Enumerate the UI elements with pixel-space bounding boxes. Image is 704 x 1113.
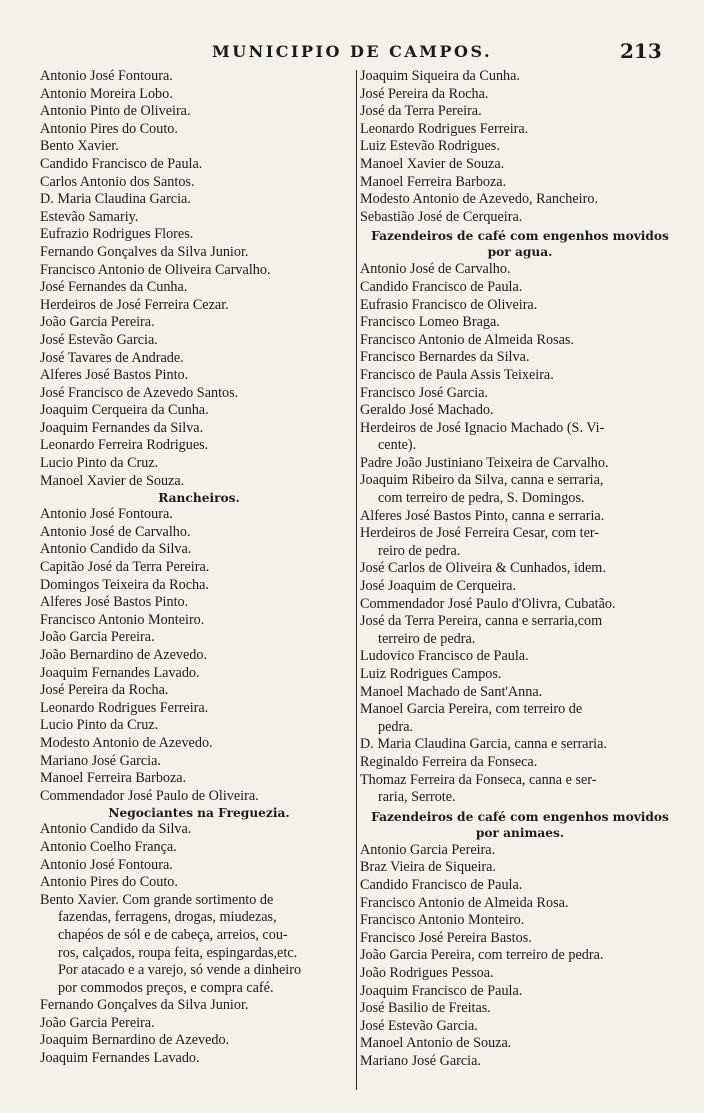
- section-heading: Rancheiros.: [158, 491, 240, 506]
- list-item: Joaquim Bernardino de Azevedo.: [40, 1032, 230, 1049]
- list-item: Joaquim Fernandes Lavado.: [40, 1050, 200, 1067]
- list-item: Luiz Estevão Rodrigues.: [360, 138, 500, 155]
- entry-continuation: Por atacado e a varejo, só vende a dinheiro: [58, 962, 302, 979]
- list-item: Joaquim Fernandes Lavado.: [40, 664, 200, 681]
- list-item: Antonio José de Carvalho.: [360, 261, 511, 278]
- section-heading: Negociantes na Freguezia.: [108, 806, 290, 821]
- page-header: [0, 39, 704, 66]
- list-item: Francisco José Pereira Bastos.: [360, 929, 532, 946]
- list-item: Mariano José Garcia.: [40, 752, 161, 769]
- list-item: Reginaldo Ferreira da Fonseca.: [360, 753, 538, 770]
- list-item: Candido Francisco de Paula.: [40, 155, 203, 172]
- entry-continuation: com terreiro de pedra, S. Domingos.: [378, 490, 585, 507]
- list-item: Modesto Antonio de Azevedo, Rancheiro.: [360, 191, 598, 208]
- list-item: Bento Xavier.: [40, 138, 119, 155]
- list-item: Padre João Justiniano Teixeira de Carvalho.: [360, 454, 609, 471]
- list-item: Lucio Pinto da Cruz.: [40, 455, 159, 472]
- list-item: Manoel Xavier de Souza.: [360, 155, 505, 172]
- list-item: Commendador José Paulo de Oliveira.: [40, 787, 259, 804]
- list-item: Antonio Coelho França.: [40, 838, 177, 855]
- left-column: [40, 68, 358, 1068]
- list-item: Francisco José Garcia.: [360, 384, 489, 401]
- list-item: Antonio José Fontoura.: [40, 506, 173, 523]
- list-item: José Pereira da Rocha.: [360, 85, 489, 102]
- list-item: Fernando Gonçalves da Silva Junior.: [40, 243, 249, 260]
- list-item: Commendador José Paulo d'Olivra, Cubatão.: [360, 595, 616, 612]
- list-item: José Fernandes da Cunha.: [40, 279, 188, 296]
- list-item: Alferes José Bastos Pinto.: [40, 594, 189, 611]
- list-item: Francisco Antonio de Almeida Rosa.: [360, 894, 569, 911]
- list-item: Alferes José Bastos Pinto, canna e serraria.: [360, 507, 605, 524]
- page-number: 213: [620, 39, 662, 63]
- list-item: Braz Vieira de Siqueira.: [360, 859, 496, 876]
- list-item: Antonio Pinto de Oliveira.: [40, 103, 191, 120]
- entry-continuation: cente).: [378, 437, 417, 454]
- list-item: Francisco Antonio de Oliveira Carvalho.: [40, 261, 271, 278]
- list-item: José da Terra Pereira.: [360, 103, 482, 120]
- entry-continuation: reiro de pedra.: [378, 542, 461, 559]
- list-item: Francisco Lomeo Braga.: [360, 314, 500, 331]
- list-item: Leonardo Ferreira Rodrigues.: [40, 437, 209, 454]
- list-item: Joaquim Cerqueira da Cunha.: [40, 402, 209, 419]
- list-item: João Garcia Pereira.: [40, 314, 155, 331]
- list-item: Joaquim Francisco de Paula.: [360, 982, 523, 999]
- list-item: Antonio Garcia Pereira.: [360, 841, 496, 858]
- list-item: Modesto Antonio de Azevedo.: [40, 734, 213, 751]
- list-item: Geraldo José Machado.: [360, 402, 494, 419]
- list-item: Manoel Ferreira Barboza.: [360, 173, 507, 190]
- list-item: D. Maria Claudina Garcia, canna e serraria.: [360, 736, 607, 753]
- list-item: João Rodrigues Pessoa.: [360, 964, 494, 981]
- list-item: Herdeiros de José Ferreira Cesar, com ter-: [360, 525, 600, 542]
- list-item: Francisco Antonio de Almeida Rosas.: [360, 331, 574, 348]
- list-item: Manoel Machado de Sant'Anna.: [360, 683, 543, 700]
- list-item: Antonio Moreira Lobo.: [40, 85, 173, 102]
- list-item: Manoel Antonio de Souza.: [360, 1035, 512, 1052]
- list-item: Domingos Teixeira da Rocha.: [40, 576, 209, 593]
- list-item: João Garcia Pereira, com terreiro de pedra.: [360, 947, 604, 964]
- section-heading: Fazendeiros de café com engenhos movidos por animaes.: [371, 809, 669, 840]
- list-item: Lucio Pinto da Cruz.: [40, 717, 159, 734]
- list-item: Herdeiros de José Ferreira Cezar.: [40, 296, 229, 313]
- list-item: D. Maria Claudina Garcia.: [40, 191, 191, 208]
- list-item: Bento Xavier. Com grande sortimento de: [40, 891, 274, 908]
- list-item: Francisco Bernardes da Silva.: [360, 349, 530, 366]
- list-item: Thomaz Ferreira da Fonseca, canna e ser-: [360, 771, 597, 788]
- list-item: Estevão Samariy.: [40, 208, 139, 225]
- list-item: Joaquim Siqueira da Cunha.: [360, 68, 520, 84]
- list-item: Antonio Pires do Couto.: [40, 874, 178, 891]
- list-item: José Pereira da Rocha.: [40, 682, 169, 699]
- page-title: MUNICIPIO DE CAMPOS.: [212, 42, 493, 61]
- list-item: Mariano José Garcia.: [360, 1052, 481, 1069]
- list-item: José Carlos de Oliveira & Cunhados, idem.: [360, 560, 606, 577]
- list-item: Candido Francisco de Paula.: [360, 278, 523, 295]
- list-item: José Tavares de Andrade.: [40, 349, 184, 366]
- list-item: Antonio Candido da Silva.: [40, 821, 192, 838]
- list-item: José Basilio de Freitas.: [360, 1000, 491, 1017]
- list-item: Antonio José de Carvalho.: [40, 523, 191, 540]
- list-item: Fernando Gonçalves da Silva Junior.: [40, 997, 249, 1014]
- list-item: Antonio José Fontoura.: [40, 68, 173, 84]
- list-item: Francisco de Paula Assis Teixeira.: [360, 366, 554, 383]
- list-item: Joaquim Fernandes da Silva.: [40, 419, 204, 436]
- list-item: Leonardo Rodrigues Ferreira.: [40, 699, 209, 716]
- entry-continuation: pedra.: [378, 718, 414, 735]
- list-item: Manoel Xavier de Souza.: [40, 472, 185, 489]
- section-heading: Fazendeiros de café com engenhos movidos por agua.: [371, 229, 669, 260]
- list-item: Antonio Candido da Silva.: [40, 541, 192, 558]
- list-item: José Estevão Garcia.: [40, 331, 158, 348]
- list-item: João Garcia Pereira.: [40, 629, 155, 646]
- list-item: Herdeiros de José Ignacio Machado (S. Vi-: [360, 419, 605, 436]
- list-item: Joaquim Ribeiro da Silva, canna e serraria,: [360, 472, 604, 489]
- list-item: Eufrasio Francisco de Oliveira.: [360, 296, 538, 313]
- list-item: Candido Francisco de Paula.: [360, 876, 523, 893]
- entry-continuation: por commodos preços, e compra café.: [58, 979, 274, 996]
- list-item: João Garcia Pereira.: [40, 1014, 155, 1031]
- list-item: José da Terra Pereira, canna e serraria,com: [360, 613, 603, 630]
- list-item: Capitão José da Terra Pereira.: [40, 559, 210, 576]
- list-item: Antonio Pires do Couto.: [40, 120, 178, 137]
- entry-continuation: raria, Serrote.: [378, 789, 456, 806]
- list-item: José Francisco de Azevedo Santos.: [40, 384, 239, 401]
- list-item: Francisco Antonio Monteiro.: [360, 912, 525, 929]
- list-item: Luiz Rodrigues Campos.: [360, 666, 502, 682]
- list-item: Ludovico Francisco de Paula.: [360, 648, 529, 665]
- list-item: Alferes José Bastos Pinto.: [40, 367, 189, 384]
- list-item: José Estevão Garcia.: [360, 1017, 478, 1034]
- list-item: Leonardo Rodrigues Ferreira.: [360, 120, 529, 137]
- right-column: [360, 68, 680, 1070]
- list-item: Manoel Ferreira Barboza.: [40, 770, 187, 787]
- entry-continuation: chapéos de sól e de cabeça, arreios, cou-: [58, 926, 288, 943]
- entry-continuation: terreiro de pedra.: [378, 630, 476, 647]
- list-item: Francisco Antonio Monteiro.: [40, 611, 205, 628]
- list-item: Antonio José Fontoura.: [40, 856, 173, 873]
- list-item: Sebastião José de Cerqueira.: [360, 208, 523, 225]
- list-item: Eufrazio Rodrigues Flores.: [40, 226, 194, 243]
- entry-continuation: ros, calçados, roupa feita, espingardas,etc.: [58, 944, 298, 961]
- list-item: Carlos Antonio dos Santos.: [40, 173, 195, 190]
- entry-continuation: fazendas, ferragens, drogas, miudezas,: [58, 909, 277, 926]
- list-item: José Joaquim de Cerqueira.: [360, 578, 517, 595]
- list-item: João Bernardino de Azevedo.: [40, 647, 208, 663]
- list-item: Manoel Garcia Pereira, com terreiro de: [360, 701, 583, 718]
